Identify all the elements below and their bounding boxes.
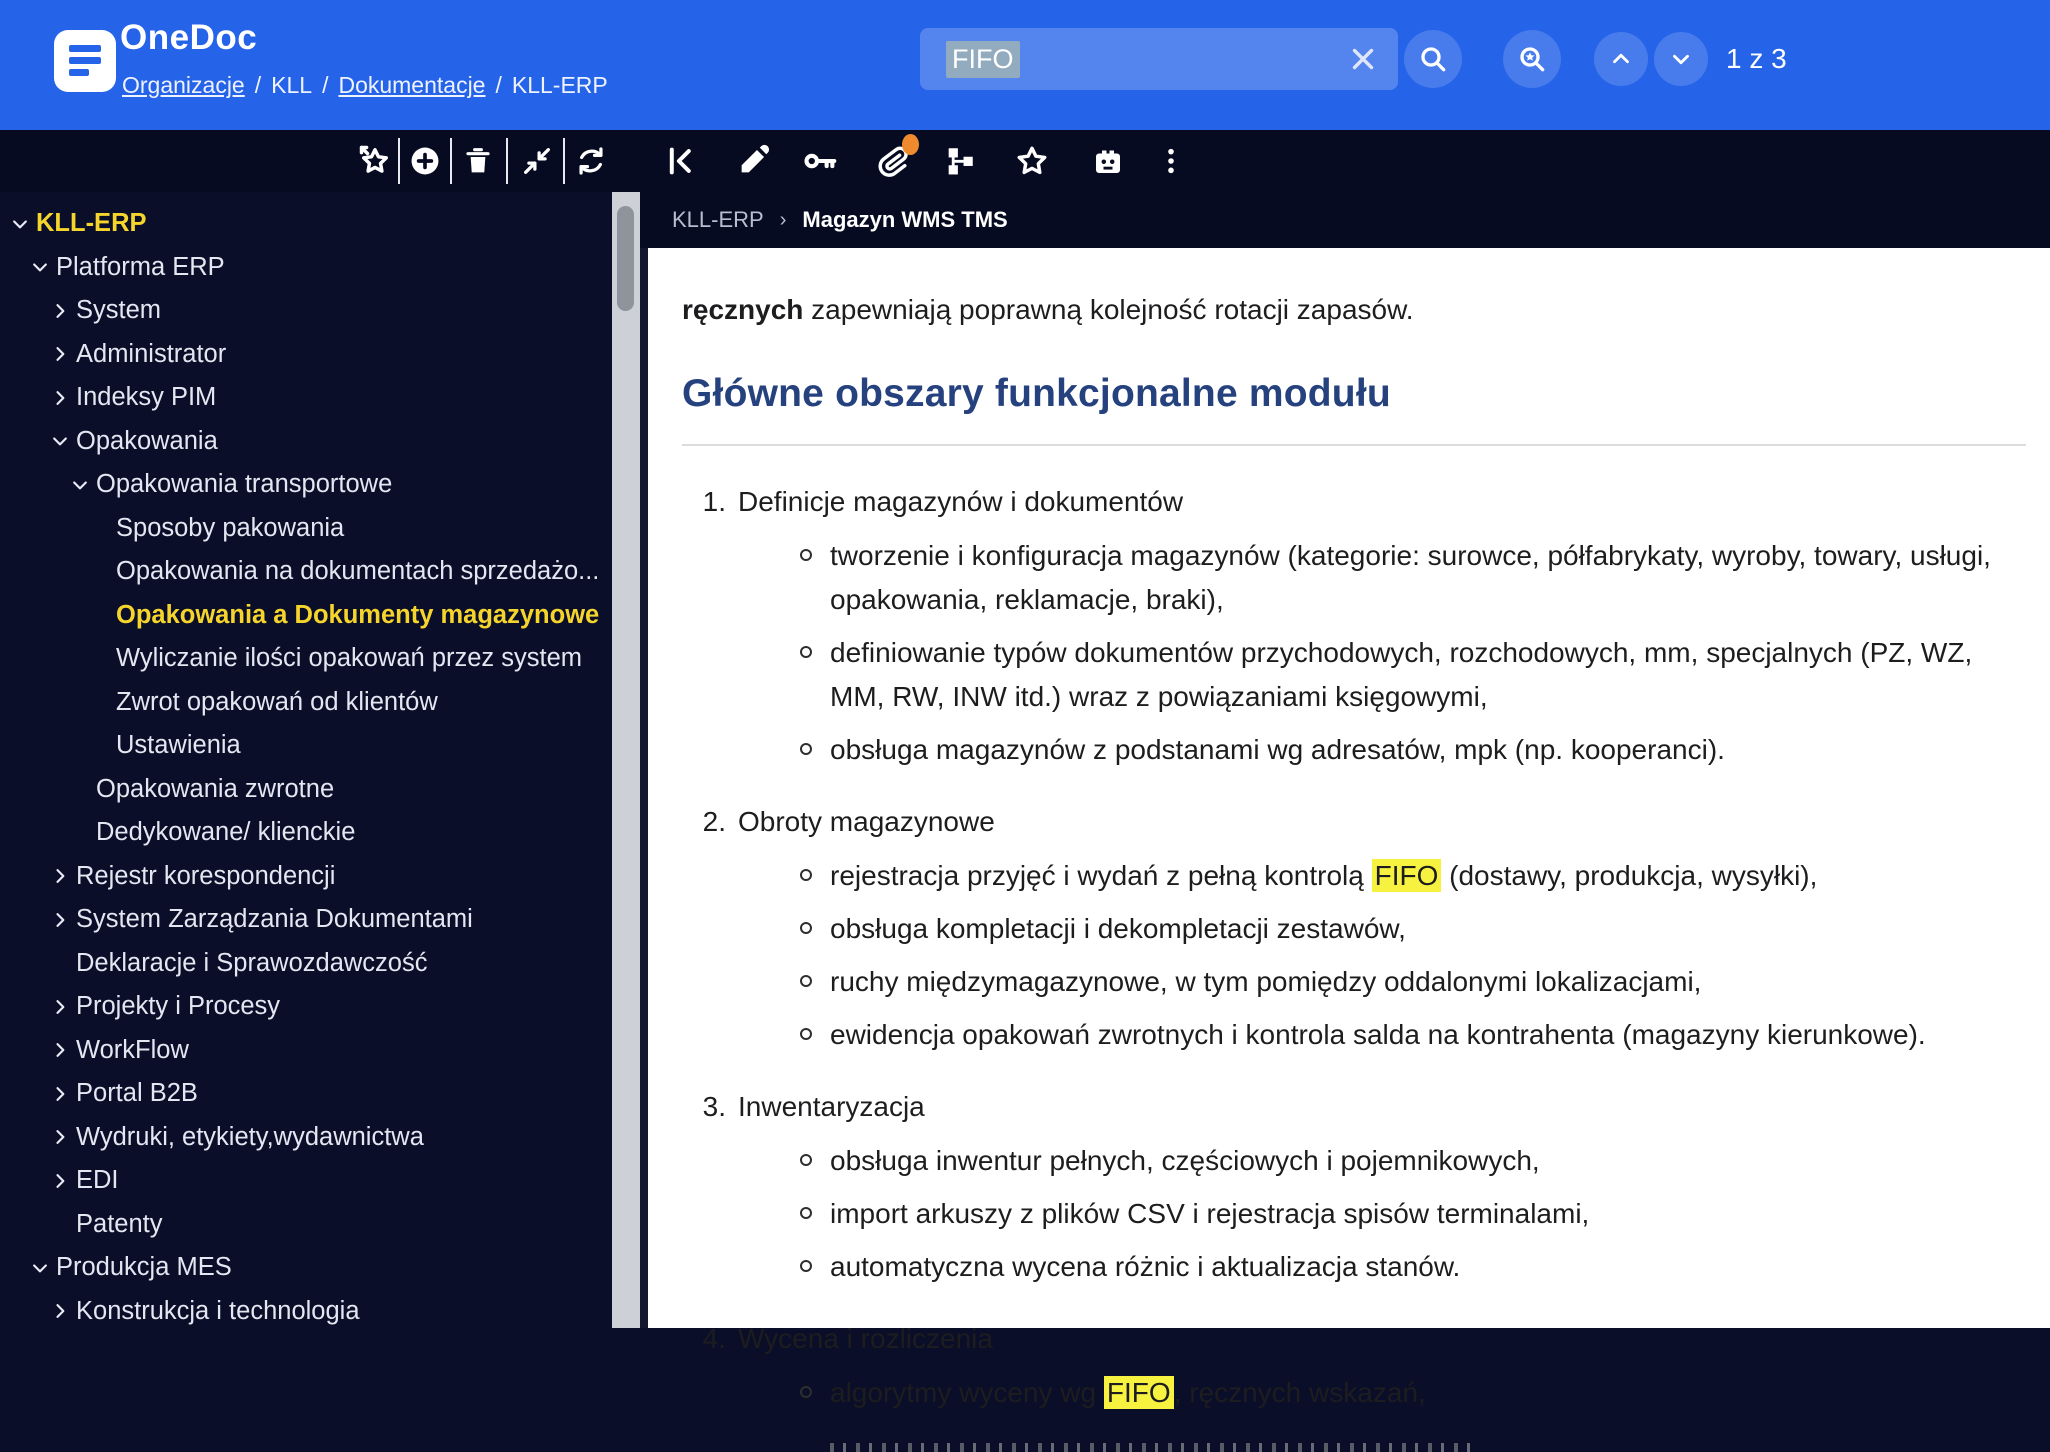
bullet-item xyxy=(800,854,2026,898)
chevron-spacer xyxy=(90,517,116,539)
pencil-icon[interactable] xyxy=(734,142,772,180)
tree-item[interactable] xyxy=(0,1116,612,1160)
tree-item[interactable] xyxy=(0,1246,612,1290)
tree-item[interactable] xyxy=(0,1159,612,1203)
collapse-icon[interactable] xyxy=(518,142,556,180)
chevron-down-icon[interactable] xyxy=(50,430,76,452)
robot-icon[interactable] xyxy=(1089,142,1127,180)
sidebar-scrollbar[interactable] xyxy=(612,192,640,1328)
chevron-spacer xyxy=(90,691,116,713)
text-segment: rejestracja przyjęć i wydań z pełną kontrolą xyxy=(830,860,1372,891)
tree-item-label: EDI xyxy=(76,1166,119,1195)
breadcrumb-parent[interactable]: KLL-ERP xyxy=(672,207,764,232)
tree-item-label: Deklaracje i Sprawozdawczość xyxy=(76,948,428,977)
section-title xyxy=(682,480,2026,524)
chevron-spacer xyxy=(90,735,116,757)
tree-item[interactable] xyxy=(0,420,612,464)
chevron-up-icon[interactable] xyxy=(1594,32,1648,86)
section-number: 2. xyxy=(702,806,726,837)
list-section xyxy=(682,800,2026,1057)
tree-item-label: Wyliczanie ilości opakowań przez system xyxy=(116,644,583,673)
tree-item-label: System Zarządzania Dokumentami xyxy=(76,905,473,934)
bullet-circle-icon xyxy=(800,1260,812,1272)
bullet-item xyxy=(800,1139,2026,1183)
page-title: Główne obszary funkcjonalne modułu xyxy=(682,372,1391,415)
app-header xyxy=(0,0,2050,130)
chevron-spacer xyxy=(90,648,116,670)
functional-areas-list xyxy=(682,480,2026,1415)
chevron-spacer xyxy=(70,822,96,844)
breadcrumb-item: KLL-ERP xyxy=(511,72,608,98)
breadcrumb-item[interactable]: Dokumentacje xyxy=(338,72,486,98)
document-page xyxy=(648,248,2050,1408)
search-match-highlight: FIFO xyxy=(1372,859,1442,892)
chevron-down-icon[interactable] xyxy=(10,213,36,235)
bullet-item xyxy=(800,1192,2026,1236)
section-title-text: Obroty magazynowe xyxy=(738,806,995,837)
bullet-text xyxy=(830,631,2026,719)
bullet-item xyxy=(800,1371,2026,1415)
chevron-right-icon[interactable] xyxy=(50,865,76,887)
text-segment: ruchy międzymagazynowe, w tym pomiędzy oddalonymi lokalizacjami, xyxy=(830,966,1702,997)
tree-item[interactable] xyxy=(0,202,612,246)
tree-item-label: Konstrukcja i technologia xyxy=(76,1296,360,1325)
toolbar-divider xyxy=(450,138,452,184)
text-segment: automatyczna wycena różnic i aktualizacja stanów. xyxy=(830,1251,1461,1282)
chevron-right-icon[interactable] xyxy=(50,1039,76,1061)
chevron-spacer xyxy=(50,1213,76,1235)
chevron-spacer xyxy=(50,952,76,974)
bullet-text xyxy=(830,1013,1926,1057)
breadcrumb-separator: / xyxy=(322,72,329,98)
chevron-right-icon[interactable] xyxy=(50,1170,76,1192)
section-number: 1. xyxy=(702,486,726,517)
bullet-text xyxy=(830,907,1406,951)
search-value[interactable]: FIFO xyxy=(946,41,1020,78)
zoom-search-icon[interactable] xyxy=(1503,30,1561,88)
text-segment: tworzenie i konfiguracja magazynów (kategorie: surowce, półfabrykaty, wyroby, towary, usługi, opakowania, reklamacje, braki), xyxy=(830,540,1991,615)
bullet-text xyxy=(830,1371,1426,1415)
bullet-circle-icon xyxy=(800,1154,812,1166)
intro-rest: zapewniają poprawną kolejność rotacji zapasów. xyxy=(803,294,1414,325)
tree-item-label: Zwrot opakowań od klientów xyxy=(116,687,438,716)
text-segment: algorytmy wyceny wg xyxy=(830,1377,1104,1408)
trash-icon[interactable] xyxy=(459,142,497,180)
text-segment: (dostawy, produkcja, wysyłki), xyxy=(1441,860,1818,891)
tree-item[interactable] xyxy=(0,681,612,725)
tree-item-label: Opakowania a Dokumenty magazynowe xyxy=(116,600,600,629)
app-title: OneDoc xyxy=(120,18,258,57)
notification-badge xyxy=(902,134,919,155)
chevron-spacer xyxy=(90,604,116,626)
chevron-spacer xyxy=(70,778,96,800)
tree-item[interactable] xyxy=(0,1203,612,1247)
tree-item-label: WorkFlow xyxy=(76,1035,189,1064)
bullet-item xyxy=(800,1245,2026,1289)
bullet-circle-icon xyxy=(800,1386,812,1398)
tree-item[interactable] xyxy=(0,594,612,638)
tree-item[interactable] xyxy=(0,550,612,594)
bullet-text xyxy=(830,1139,1540,1183)
bullet-text xyxy=(830,1245,1460,1289)
kebab-menu-icon[interactable] xyxy=(1152,142,1190,180)
section-title-text: Inwentaryzacja xyxy=(738,1091,925,1122)
star-icon[interactable] xyxy=(1013,142,1051,180)
bullet-text xyxy=(830,728,1725,772)
list-section xyxy=(682,480,2026,772)
tree-item[interactable] xyxy=(0,811,612,855)
tree-item-label: Platforma ERP xyxy=(56,252,225,281)
tree-item[interactable] xyxy=(0,463,612,507)
tree-item-label: Produkcja MES xyxy=(56,1253,232,1282)
section-title-text: Definicje magazynów i dokumentów xyxy=(738,486,1184,517)
chevron-down-icon[interactable] xyxy=(1654,32,1708,86)
tree-item-label: Rejestr korespondencji xyxy=(76,861,336,890)
chevron-right-icon[interactable] xyxy=(50,343,76,365)
refresh-icon[interactable] xyxy=(572,142,610,180)
breadcrumb-separator: / xyxy=(254,72,262,98)
plus-circle-icon[interactable] xyxy=(406,142,444,180)
tree-item[interactable] xyxy=(0,898,612,942)
list-section xyxy=(682,1317,2026,1415)
chevron-right-icon[interactable] xyxy=(50,1300,76,1322)
text-segment: obsługa inwentur pełnych, częściowych i pojemnikowych, xyxy=(830,1145,1540,1176)
tree-item[interactable] xyxy=(0,1029,612,1073)
text-segment: obsługa kompletacji i dekompletacji zestawów, xyxy=(830,913,1406,944)
cut-off-text-line xyxy=(830,1443,1470,1452)
search-result-counter: 1 z 3 xyxy=(1726,43,1787,74)
tree-item[interactable] xyxy=(0,942,612,986)
bullet-text xyxy=(830,854,1817,898)
text-segment: obsługa magazynów z podstanami wg adresatów, mpk (np. kooperanci). xyxy=(830,734,1725,765)
chevron-down-icon[interactable] xyxy=(30,256,56,278)
chevron-right-icon[interactable] xyxy=(50,1083,76,1105)
search-match-highlight: FIFO xyxy=(1104,1376,1174,1409)
bullet-circle-icon xyxy=(800,549,812,561)
tree-item[interactable] xyxy=(0,768,612,812)
section-title-text: Wycena i rozliczenia xyxy=(738,1323,993,1354)
tree-item[interactable] xyxy=(0,507,612,551)
tree-item-label: Opakowania xyxy=(76,426,218,455)
toolbar-divider xyxy=(563,138,565,184)
tree-item-label: Projekty i Procesy xyxy=(76,992,281,1021)
doc-tree-sidebar xyxy=(0,192,612,1328)
chevron-down-icon[interactable] xyxy=(30,1257,56,1279)
chevron-right-icon[interactable] xyxy=(50,300,76,322)
bullet-circle-icon xyxy=(800,1028,812,1040)
tree-item[interactable] xyxy=(0,1290,612,1334)
bullet-circle-icon xyxy=(800,1207,812,1219)
bullet-circle-icon xyxy=(800,869,812,881)
tree-item-label: Ustawienia xyxy=(116,731,241,760)
intro-bold: ręcznych xyxy=(682,294,804,325)
tree-item-label: System xyxy=(76,296,162,325)
bullet-circle-icon xyxy=(800,646,812,658)
list-section xyxy=(682,1085,2026,1289)
tree-item[interactable] xyxy=(0,985,612,1029)
toolbar-divider xyxy=(506,138,508,184)
text-segment: import arkuszy z plików CSV i rejestracja spisów terminalami, xyxy=(830,1198,1590,1229)
bullet-item xyxy=(800,960,2026,1004)
section-title xyxy=(682,1085,2026,1129)
chevron-right-icon[interactable] xyxy=(50,996,76,1018)
text-segment: definiowanie typów dokumentów przychodowych, rozchodowych, mm, specjalnych (PZ, WZ, MM, RW, INW itd.) wraz z powiązaniami księgowymi, xyxy=(830,637,1973,712)
section-number: 3. xyxy=(702,1091,726,1122)
tree-item[interactable] xyxy=(0,855,612,899)
app-logo-icon[interactable] xyxy=(54,30,116,92)
tree-item[interactable] xyxy=(0,637,612,681)
content-area xyxy=(640,192,2050,1408)
breadcrumb-current: Magazyn WMS TMS xyxy=(802,207,1008,232)
tree-item-label: Opakowania transportowe xyxy=(96,470,393,499)
tree-item-label: Portal B2B xyxy=(76,1079,198,1108)
close-icon[interactable] xyxy=(1346,42,1380,76)
bullet-item xyxy=(800,728,2026,772)
chevron-right-icon[interactable] xyxy=(50,387,76,409)
breadcrumb-separator: › xyxy=(779,208,787,231)
tree-item-label: Wydruki, etykiety,wydawnictwa xyxy=(76,1122,424,1151)
bullet-item xyxy=(800,534,2026,622)
chevron-right-icon[interactable] xyxy=(50,909,76,931)
content-breadcrumb xyxy=(640,192,2050,248)
section-title xyxy=(682,800,2026,844)
breadcrumb xyxy=(122,72,608,99)
star-arrow-icon[interactable] xyxy=(356,142,394,180)
breadcrumb-item: KLL xyxy=(271,72,313,98)
intro-paragraph xyxy=(682,288,2026,332)
tree-item[interactable] xyxy=(0,246,612,290)
bullet-text xyxy=(830,960,1701,1004)
chevron-down-icon[interactable] xyxy=(70,474,96,496)
chevron-spacer xyxy=(90,561,116,583)
tree-item[interactable] xyxy=(0,289,612,333)
heading-divider xyxy=(682,444,2026,446)
section-number: 4. xyxy=(702,1323,726,1354)
tree-item-label: Opakowania zwrotne xyxy=(96,774,335,803)
section-title xyxy=(682,1317,2026,1361)
tree-item[interactable] xyxy=(0,1072,612,1116)
scrollbar-thumb[interactable] xyxy=(617,206,634,311)
bullet-text xyxy=(830,534,2026,622)
tree-item-label: KLL-ERP xyxy=(36,209,147,238)
text-segment: ewidencja opakowań zwrotnych i kontrola salda na kontrahenta (magazyny kierunkowe). xyxy=(830,1019,1926,1050)
search-icon[interactable] xyxy=(1404,30,1462,88)
tree-item-label: Indeksy PIM xyxy=(76,383,217,412)
hierarchy-icon[interactable] xyxy=(941,142,979,180)
bullet-circle-icon xyxy=(800,922,812,934)
tree-item-label: Dedykowane/ klienckie xyxy=(96,818,356,847)
bullet-text xyxy=(830,1192,1589,1236)
breadcrumb-separator: / xyxy=(495,72,502,98)
tree-item-label: Sposoby pakowania xyxy=(116,513,345,542)
tree-item-label: Administrator xyxy=(76,339,227,368)
main-toolbar xyxy=(0,130,2050,192)
tree-item-label: Patenty xyxy=(76,1209,163,1238)
skip-start-icon[interactable] xyxy=(662,142,700,180)
toolbar-divider xyxy=(398,138,400,184)
tree-item[interactable] xyxy=(0,333,612,377)
search-input[interactable] xyxy=(920,28,1398,90)
bullet-circle-icon xyxy=(800,975,812,987)
tree-item[interactable] xyxy=(0,376,612,420)
text-segment: , ręcznych wskazań, xyxy=(1173,1377,1426,1408)
breadcrumb-item[interactable]: Organizacje xyxy=(122,72,245,98)
bullet-item xyxy=(800,631,2026,719)
bullet-item xyxy=(800,1013,2026,1057)
tree-item[interactable] xyxy=(0,724,612,768)
key-icon[interactable] xyxy=(801,142,839,180)
bullet-circle-icon xyxy=(800,743,812,755)
bullet-item xyxy=(800,907,2026,951)
chevron-right-icon[interactable] xyxy=(50,1126,76,1148)
tree-item-label: Opakowania na dokumentach sprzedażo... xyxy=(116,557,600,586)
